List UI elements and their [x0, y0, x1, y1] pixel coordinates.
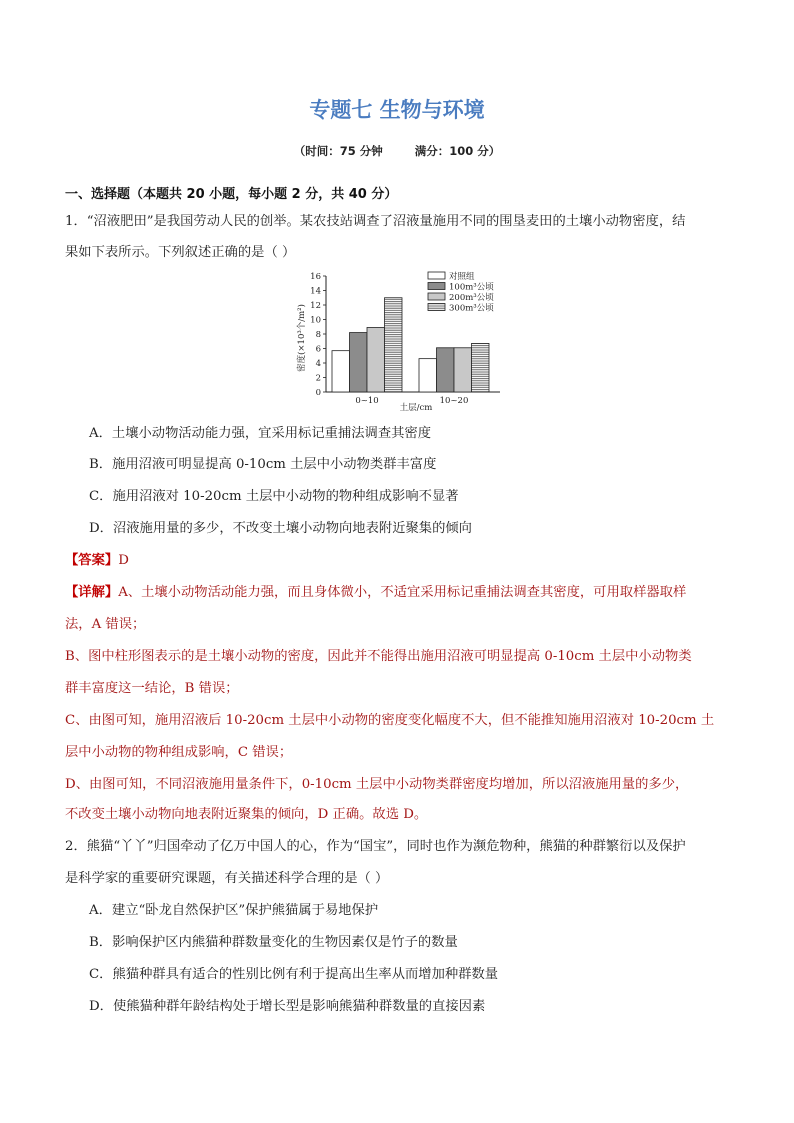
bar-chart	[288, 268, 513, 415]
y-tick-label: 12	[310, 301, 321, 311]
q1-option-d: D．沼液施用量的多少，不改变土壤小动物向地表附近聚集的倾向	[89, 521, 472, 536]
q1-stem-line-2: 果如下表所示。下列叙述正确的是（ ）	[65, 245, 296, 260]
q1-detail-line: 群丰富度这一结论，B 错误；	[65, 681, 239, 696]
y-tick-label: 16	[310, 272, 321, 282]
q2-stem-line-2: 是科学家的重要研究课题，有关描述科学合理的是（ ）	[65, 871, 389, 886]
q1-detail-line: 不改变土壤小动物向地表附近聚集的倾向，D 正确。故选 D。	[65, 807, 428, 822]
q1-detail-line: D、由图可知，不同沼液施用量条件下，0-10cm 土层中小动物类群密度均增加，所以沼液施用量的多少，	[65, 777, 689, 792]
q1-option-a: A．土壤小动物活动能力强，宜采用标记重捕法调查其密度	[89, 426, 432, 441]
q2-option-d: D．使熊猫种群年龄结构处于增长型是影响熊猫种群数量的直接因素	[89, 999, 486, 1014]
bar	[419, 359, 437, 392]
bar	[332, 351, 350, 392]
legend-swatch	[428, 272, 445, 279]
legend-swatch	[428, 283, 445, 290]
q1-answer	[65, 551, 730, 571]
detail-tag: 【详解】	[65, 585, 119, 600]
bar	[350, 333, 368, 392]
q1-stem-line-1: 1．“沼液肥田”是我国劳动人民的创举。某农技站调查了沼液量施用不同的围垦麦田的土壤小动物密度，结	[65, 214, 686, 229]
y-tick-label: 8	[315, 330, 321, 340]
y-axis-ticks	[310, 272, 326, 398]
q2-option-b: B．影响保护区内熊猫种群数量变化的生物因素仅是竹子的数量	[89, 935, 458, 950]
y-tick-label: 6	[315, 344, 321, 355]
q1-detail-line: 层中小动物的物种组成影响，C 错误；	[65, 745, 293, 760]
q1-detail-line: 法，A 错误；	[65, 617, 146, 632]
answer-tag: 【答案】	[65, 553, 119, 568]
answer-value: D	[118, 553, 129, 568]
legend-label: 100m³公顷	[449, 282, 494, 293]
y-tick-label: 4	[315, 359, 321, 369]
legend-label: 300m³公顷	[449, 303, 494, 314]
legend-label: 200m³公顷	[449, 293, 494, 303]
legend-swatch	[428, 293, 445, 300]
y-tick-label: 14	[310, 286, 321, 297]
q1-option-b: B．施用沼液可明显提高 0-10cm 土层中小动物类群丰富度	[89, 457, 437, 472]
q1-detail-line: B、图中柱形图表示的是土壤小动物的密度，因此并不能得出施用沼液可明显提高 0-10cm 土层中小动物类	[65, 649, 692, 664]
bar	[367, 327, 385, 392]
y-tick-label: 2	[315, 373, 321, 384]
legend-swatch	[428, 304, 445, 311]
exam-meta	[0, 143, 794, 159]
detail-text: A、土壤小动物活动能力强，而且身体微小，不适宜采用标记重捕法调查其密度，可用取样器取样	[118, 585, 687, 600]
legend-label: 对照组	[449, 272, 475, 282]
q2-stem-line-1: 2．熊猫“丫丫”归国牵动了亿万中国人的心，作为“国宝”，同时也作为濒危物种，熊猫的种群繁衍以及保护	[65, 839, 686, 854]
q2-option-a: A．建立“卧龙自然保护区”保护熊猫属于易地保护	[89, 903, 379, 918]
y-tick-label: 10	[310, 315, 321, 326]
q1-detail-line	[65, 583, 730, 603]
q1-option-c: C．施用沼液对 10-20cm 土层中小动物的物种组成影响不显著	[89, 489, 459, 504]
bar	[437, 348, 455, 392]
x-tick-label: 0~10	[355, 396, 379, 406]
x-axis-label: 土层/cm	[399, 403, 433, 413]
y-tick-label: 0	[315, 388, 321, 398]
chart-legend	[428, 271, 494, 314]
x-tick-label: 10~20	[439, 396, 469, 406]
bar	[385, 298, 403, 392]
section-heading: 一、选择题（本题共 20 小题，每小题 2 分，共 40 分）	[65, 187, 398, 202]
y-axis-label: 密度(×10³个/m²)	[297, 304, 307, 372]
q1-detail-line: C、由图可知，施用沼液后 10-20cm 土层中小动物的密度变化幅度不大，但不能推知施用沼液对 10-20cm 土	[65, 713, 715, 728]
bar	[472, 343, 490, 392]
full-score: 满分：100 分）	[414, 144, 501, 158]
bar	[454, 348, 472, 392]
time-limit: （时间：75 分钟	[293, 144, 383, 158]
q2-option-c: C．熊猫种群具有适合的性别比例有利于提高出生率从而增加种群数量	[89, 967, 499, 982]
paper-title: 专题七 生物与环境	[309, 98, 485, 122]
